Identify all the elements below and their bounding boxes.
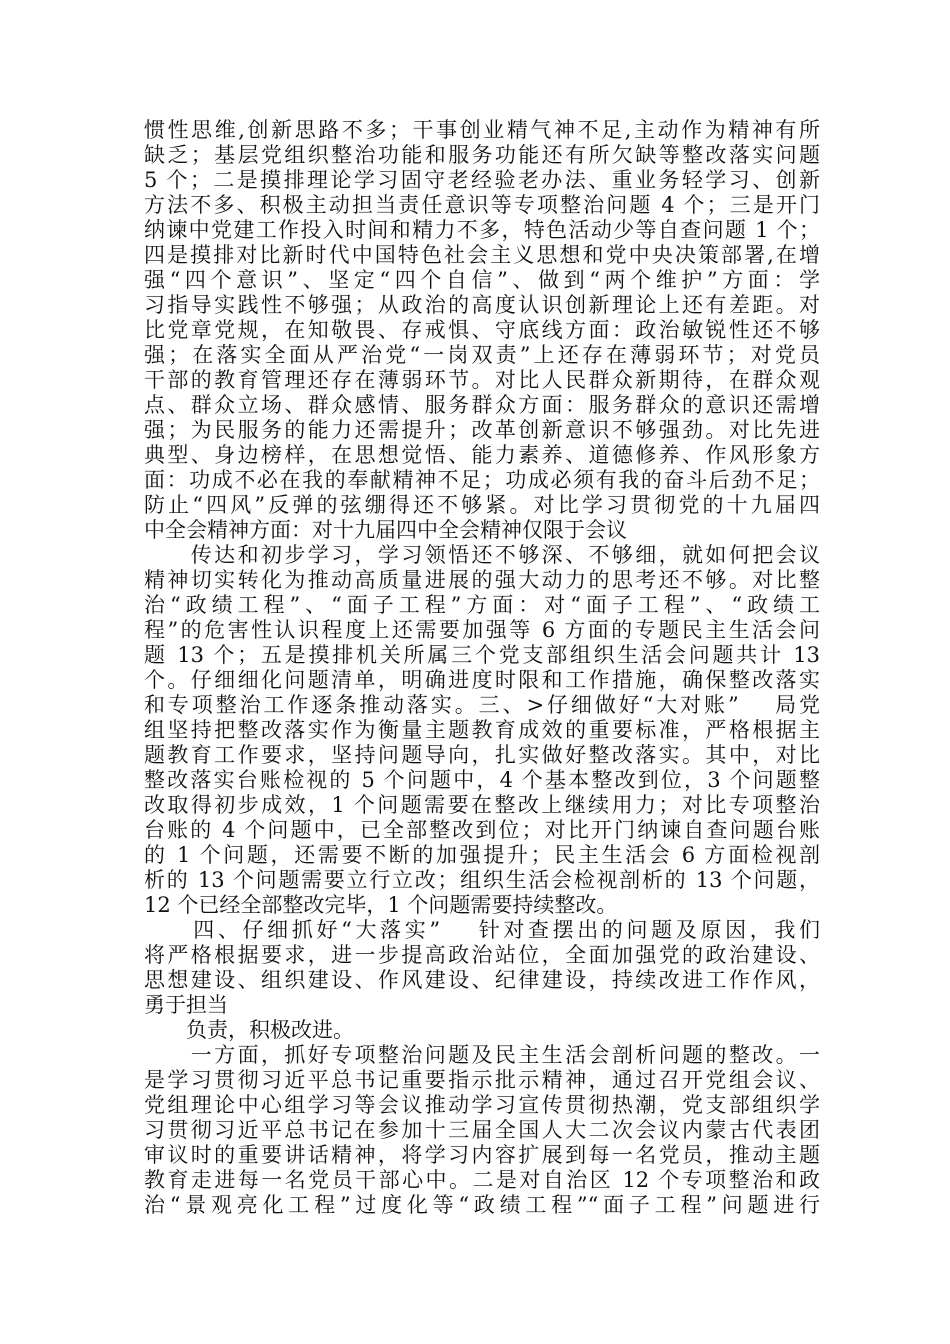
text-line: 点、群众立场、群众感情、服务群众方面：服务群众的意识还需增 — [144, 393, 820, 417]
text-line: 比党章党规，在知敬畏、存戒惧、守底线方面：政治敏锐性还不够 — [144, 318, 820, 342]
text-line: 5 个；二是摸排理论学习固守老经验老办法、重业务轻学习、创新 — [144, 168, 820, 192]
text-line: 程”的危害性认识程度上还需要加强等 6 方面的专题民主生活会问 — [144, 618, 820, 642]
text-line: 思想建设、组织建设、作风建设、纪律建设，持续改进工作作风， — [144, 968, 820, 992]
text-line: 习指导实践性不够强；从政治的高度认识创新理论上还有差距。对 — [144, 293, 820, 317]
text-line: 惯性思维,创新思路不多；干事创业精气神不足,主动作为精神有所 — [144, 118, 820, 142]
document-body — [144, 118, 820, 1218]
text-line: 是学习贯彻习近平总书记重要指示批示精神，通过召开党组会议、 — [144, 1068, 820, 1092]
text-line: 个。仔细细化问题清单，明确进度时限和工作措施，确保整改落实 — [144, 668, 820, 692]
text-line: 中全会精神方面：对十九届四中全会精神仅限于会议 — [144, 518, 627, 542]
text-line: 纳谏中党建工作投入时间和精力不多，特色活动少等自查问题 1 个； — [144, 218, 820, 242]
text-line: 强“四个意识”、坚定“四个自信”、做到“两个维护”方面：学 — [144, 268, 820, 292]
text-line: 强；在落实全面从严治党“一岗双责”上还存在薄弱环节；对党员 — [144, 343, 820, 367]
text-line: 审议时的重要讲话精神，将学习内容扩展到每一名党员，推动主题 — [144, 1143, 820, 1167]
text-line: 治“景观亮化工程”过度化等“政绩工程”“面子工程”问题进行 — [144, 1193, 820, 1217]
text-line: 题教育工作要求，坚持问题导向，扎实做好整改落实。其中，对比 — [144, 743, 820, 767]
text-line: 方法不多、积极主动担当责任意识等专项整治问题 4 个；三是开门 — [144, 193, 820, 217]
text-line: 治“政绩工程”、“面子工程”方面：对“面子工程”、“政绩工 — [144, 593, 820, 617]
text-line: 面：功成不必在我的奉献精神不足；功成必须有我的奋斗后劲不足； — [144, 468, 820, 492]
text-line: 四是摸排对比新时代中国特色社会主义思想和党中央决策部署,在增 — [144, 243, 820, 267]
text-line: 干部的教育管理还存在薄弱环节。对比人民群众新期待，在群众观 — [144, 368, 820, 392]
text-line: 组坚持把整改落实作为衡量主题教育成效的重要标准，严格根据主 — [144, 718, 820, 742]
text-line: 析的 13 个问题需要立行立改；组织生活会检视剖析的 13 个问题， — [144, 868, 820, 892]
text-line: 12 个已经全部整改完毕，1 个问题需要持续整改。 — [144, 893, 618, 917]
text-line: 防止“四风”反弹的弦绷得还不够紧。对比学习贯彻党的十九届四 — [144, 493, 820, 517]
text-line: 改取得初步成效，1 个问题需要在整改上继续用力；对比专项整治 — [144, 793, 820, 817]
text-line: 缺乏；基层党组织整治功能和服务功能还有所欠缺等整改落实问题 — [144, 143, 820, 167]
text-line: 勇于担当 — [144, 993, 228, 1017]
text-line: 整改落实台账检视的 5 个问题中，4 个基本整改到位，3 个问题整 — [144, 768, 820, 792]
text-line: 四、仔细抓好“大落实” 针对查摆出的问题及原因，我们 — [144, 918, 820, 942]
text-line: 典型、身边榜样，在思想觉悟、能力素养、道德修养、作风形象方 — [144, 443, 820, 467]
text-line: 精神切实转化为推动高质量进展的强大动力的思考还不够。对比整 — [144, 568, 820, 592]
text-line: 负责，积极改进。 — [144, 1018, 354, 1042]
text-line: 传达和初步学习，学习领悟还不够深、不够细，就如何把会议 — [144, 543, 820, 567]
text-line: 将严格根据要求，进一步提高政治站位，全面加强党的政治建设、 — [144, 943, 820, 967]
text-line: 和专项整治工作逐条推动落实。三、>仔细做好“大对账” 局党 — [144, 693, 820, 717]
text-line: 习贯彻习近平总书记在参加十三届全国人大二次会议内蒙古代表团 — [144, 1118, 820, 1142]
text-line: 的 1 个问题，还需要不断的加强提升；民主生活会 6 方面检视剖 — [144, 843, 820, 867]
text-line: 一方面，抓好专项整治问题及民主生活会剖析问题的整改。一 — [144, 1043, 820, 1067]
text-line: 教育走进每一名党员干部心中。二是对自治区 12 个专项整治和政 — [144, 1168, 820, 1192]
text-line: 党组理论中心组学习等会议推动学习宣传贯彻热潮，党支部组织学 — [144, 1093, 820, 1117]
text-line: 题 13 个；五是摸排机关所属三个党支部组织生活会问题共计 13 — [144, 643, 820, 667]
text-line: 台账的 4 个问题中，已全部整改到位；对比开门纳谏自查问题台账 — [144, 818, 820, 842]
text-line: 强；为民服务的能力还需提升；改革创新意识不够强劲。对比先进 — [144, 418, 820, 442]
